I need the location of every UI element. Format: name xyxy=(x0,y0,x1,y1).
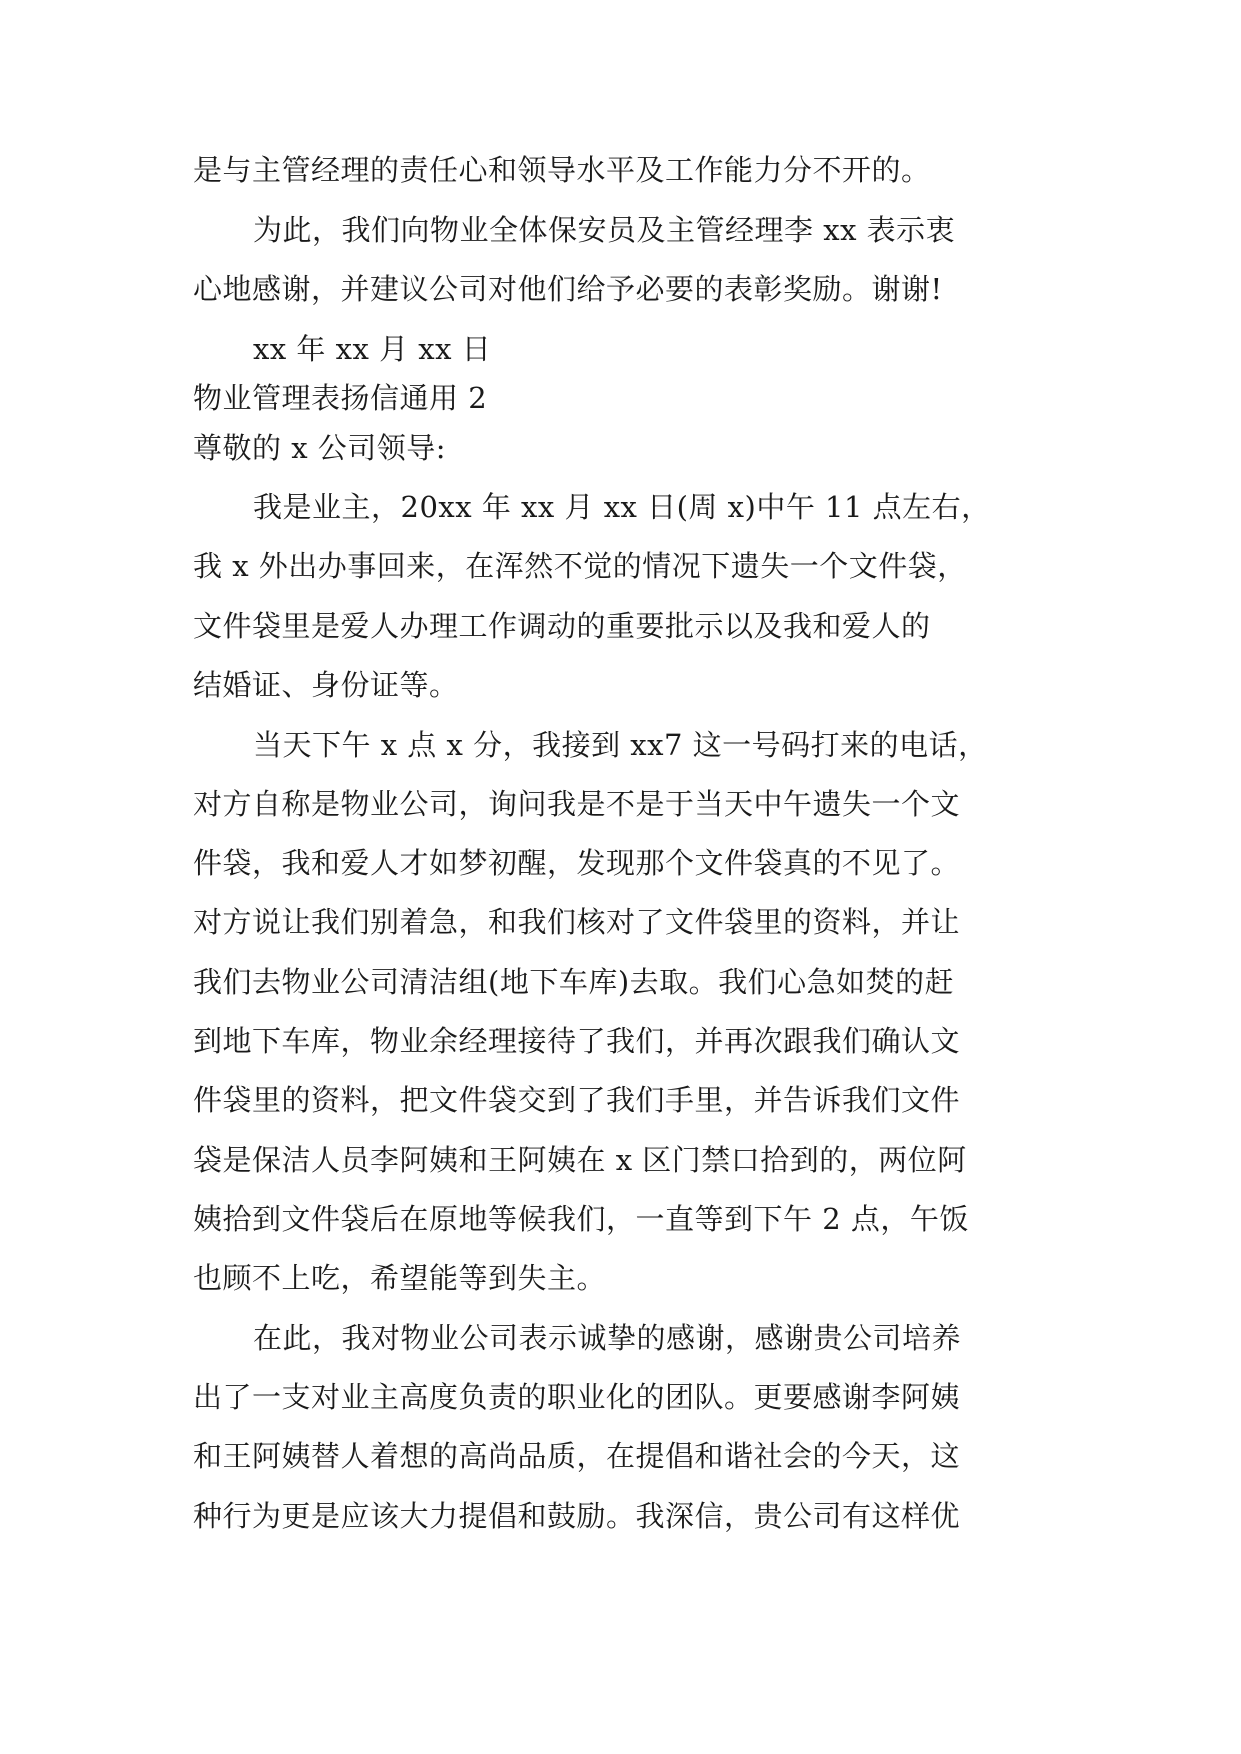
salutation: 尊敬的 x 公司领导: xyxy=(193,431,447,465)
text-line: 我是业主，20xx 年 xx 月 xx 日(周 x)中午 11 点左右， xyxy=(253,490,991,524)
text-line: 袋是保洁人员李阿姨和王阿姨在 x 区门禁口拾到的，两位阿 xyxy=(193,1143,967,1177)
text-line: 当天下午 x 点 x 分，我接到 xx7 这一号码打来的电话， xyxy=(253,728,988,762)
text-line: 文件袋里是爱人办理工作调动的重要批示以及我和爱人的 xyxy=(193,609,931,643)
text-line: 结婚证、身份证等。 xyxy=(193,668,459,702)
text-line: 姨拾到文件袋后在原地等候我们，一直等到下午 2 点，午饭 xyxy=(193,1202,969,1236)
text-line: 心地感谢，并建议公司对他们给予必要的表彰奖励。谢谢! xyxy=(193,272,943,306)
text-line: 对方说让我们别着急，和我们核对了文件袋里的资料，并让 xyxy=(193,905,961,939)
text-line: 我们去物业公司清洁组(地下车库)去取。我们心急如焚的赶 xyxy=(193,965,955,999)
text-line: 和王阿姨替人着想的高尚品质，在提倡和谐社会的今天，这 xyxy=(193,1439,961,1473)
date-line: xx 年 xx 月 xx 日 xyxy=(253,332,492,366)
text-line: 种行为更是应该大力提倡和鼓励。我深信，贵公司有这样优 xyxy=(193,1499,961,1533)
text-line: 为此，我们向物业全体保安员及主管经理李 xx 表示衷 xyxy=(253,213,956,247)
text-line: 是与主管经理的责任心和领导水平及工作能力分不开的。 xyxy=(193,153,931,187)
text-line: 在此，我对物业公司表示诚挚的感谢，感谢贵公司培养 xyxy=(253,1321,962,1355)
text-line: 件袋，我和爱人才如梦初醒，发现那个文件袋真的不见了。 xyxy=(193,846,961,880)
text-line: 对方自称是物业公司，询问我是不是于当天中午遗失一个文 xyxy=(193,787,961,821)
text-line: 也顾不上吃，希望能等到失主。 xyxy=(193,1261,607,1295)
text-line: 到地下车库，物业余经理接待了我们，并再次跟我们确认文 xyxy=(193,1024,961,1058)
text-line: 我 x 外出办事回来，在浑然不觉的情况下遗失一个文件袋， xyxy=(193,549,967,583)
text-line: 出了一支对业主高度负责的职业化的团队。更要感谢李阿姨 xyxy=(193,1380,961,1414)
section-title: 物业管理表扬信通用 2 xyxy=(193,381,488,415)
text-line: 件袋里的资料，把文件袋交到了我们手里，并告诉我们文件 xyxy=(193,1083,961,1117)
